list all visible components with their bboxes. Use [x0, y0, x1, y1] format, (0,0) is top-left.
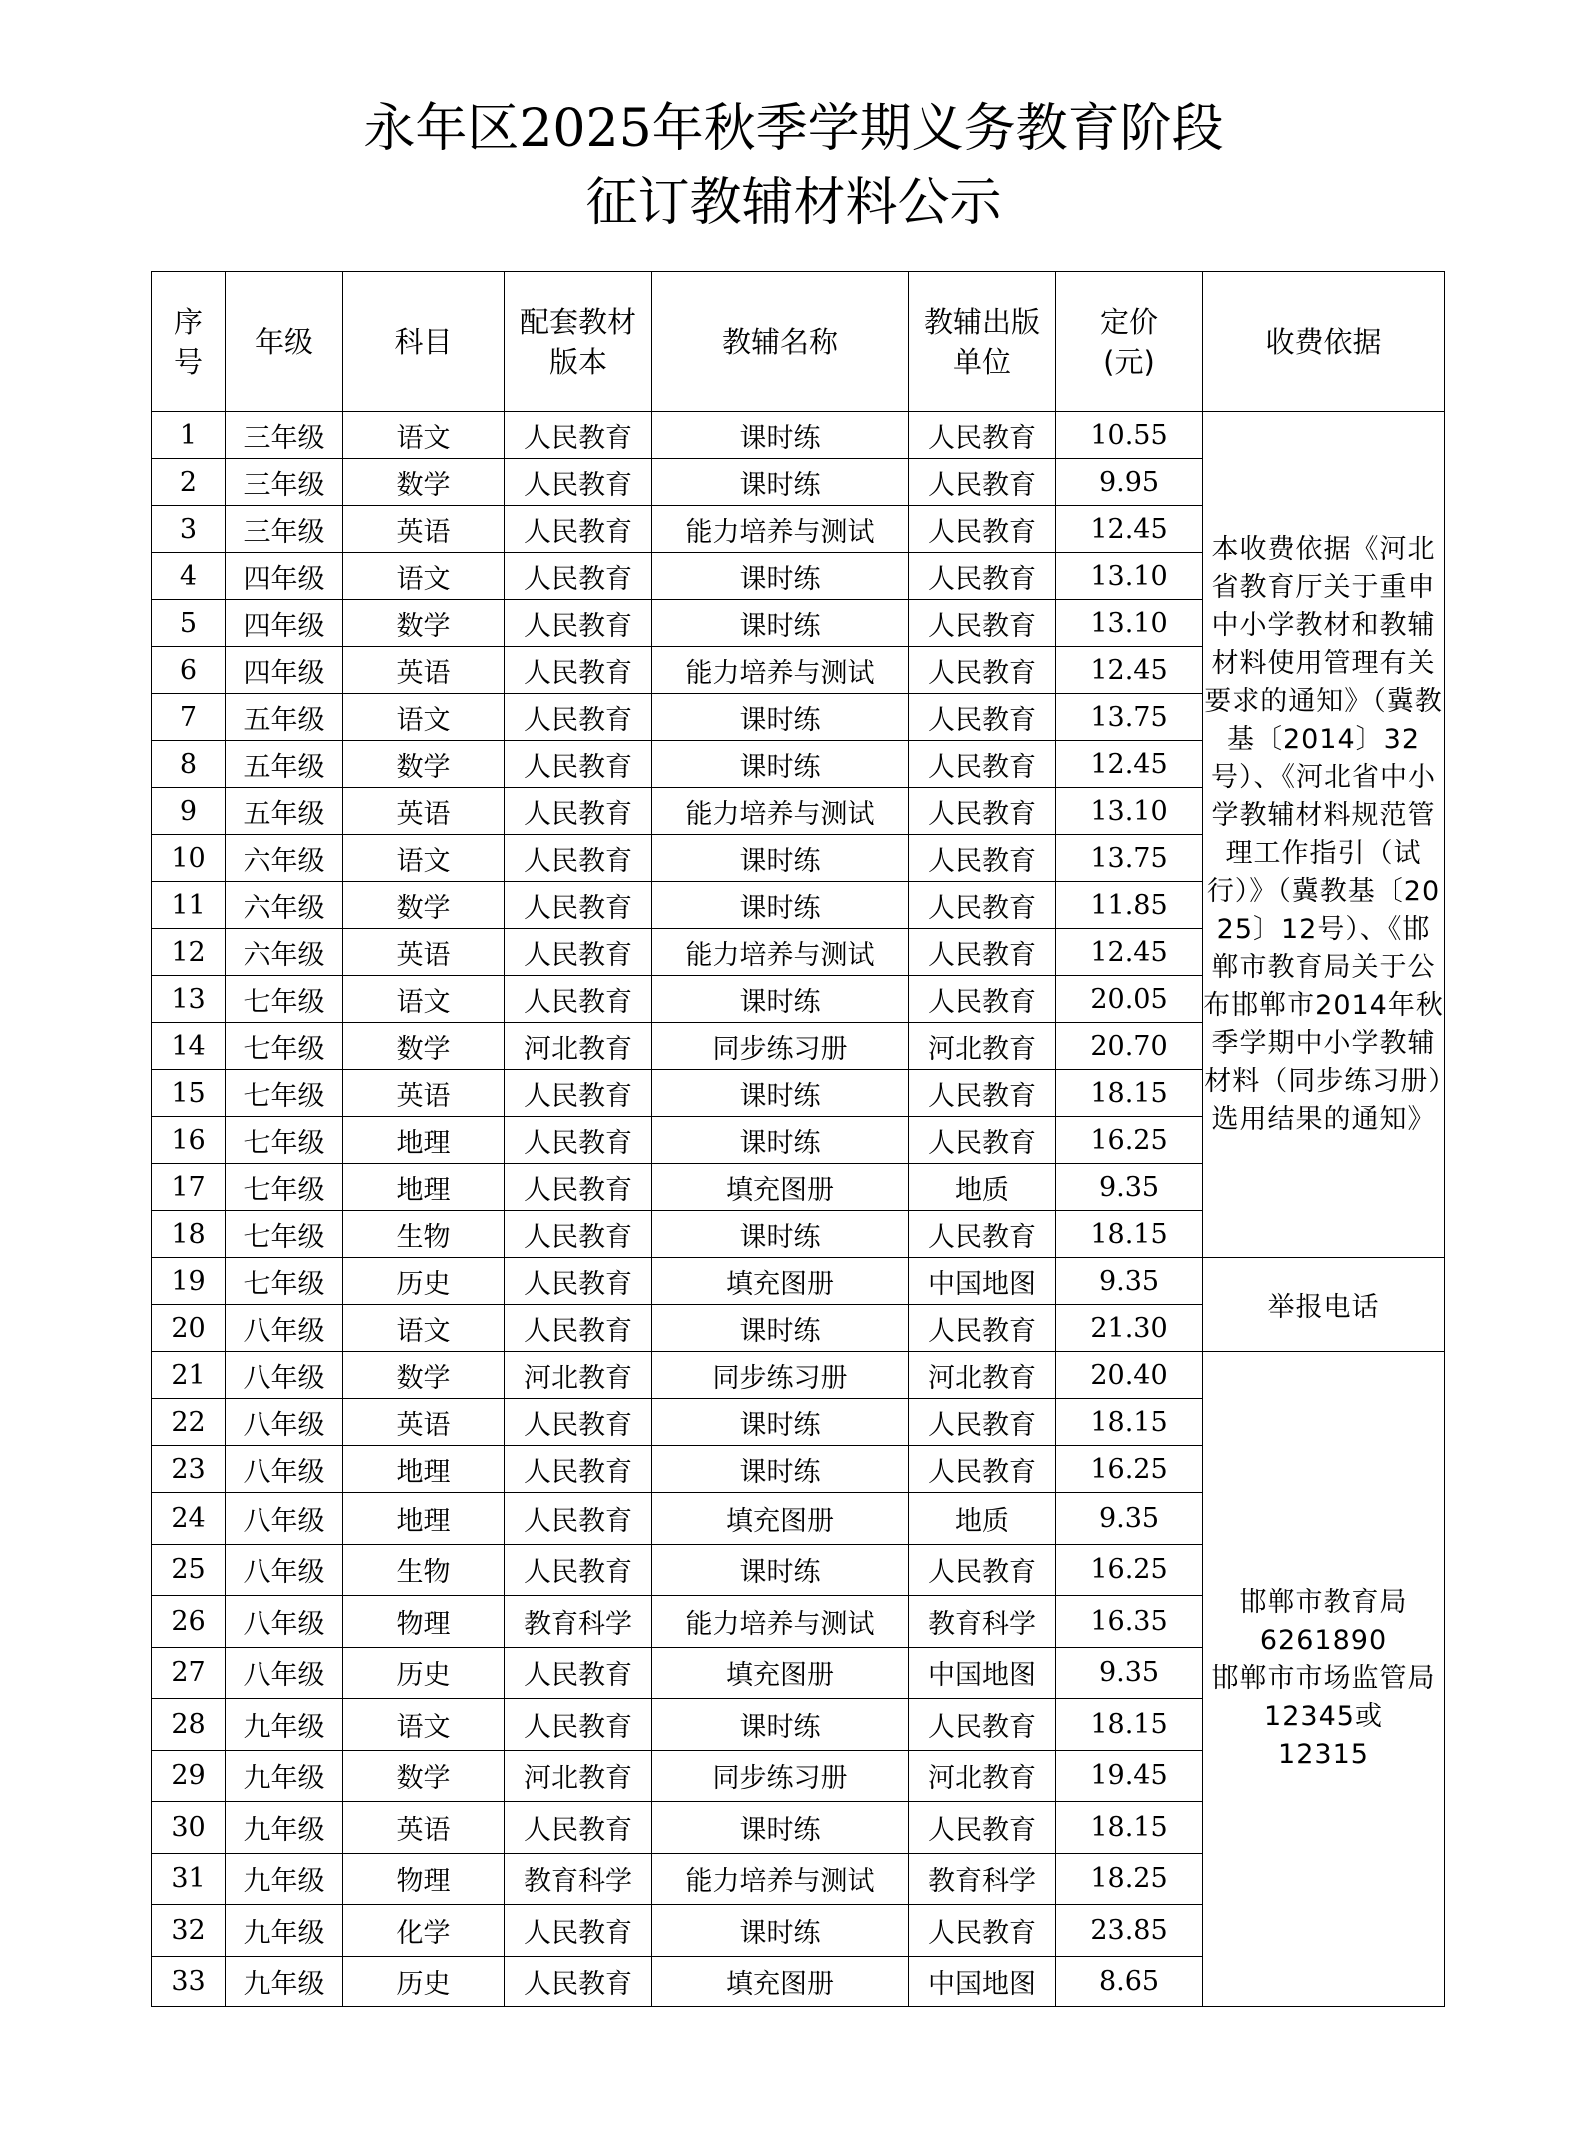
- row-textbook-version: 教育科学: [505, 1853, 652, 1905]
- row-grade: 三年级: [226, 412, 343, 459]
- header-textbook-version: 配套教材版本: [505, 272, 652, 412]
- row-textbook-version: 人民教育: [505, 741, 652, 788]
- row-seq: 29: [152, 1750, 226, 1802]
- row-price: 13.10: [1056, 600, 1203, 647]
- row-subject: 数学: [343, 1352, 505, 1399]
- row-textbook-version: 人民教育: [505, 882, 652, 929]
- row-publisher: 人民教育: [909, 1446, 1056, 1493]
- row-subject: 地理: [343, 1493, 505, 1545]
- row-material-name: 能力培养与测试: [652, 1853, 909, 1905]
- row-grade: 九年级: [226, 1750, 343, 1802]
- row-publisher: 人民教育: [909, 1117, 1056, 1164]
- row-grade: 八年级: [226, 1399, 343, 1446]
- row-textbook-version: 人民教育: [505, 553, 652, 600]
- row-seq: 4: [152, 553, 226, 600]
- row-textbook-version: 人民教育: [505, 694, 652, 741]
- row-textbook-version: 人民教育: [505, 1699, 652, 1751]
- row-textbook-version: 河北教育: [505, 1352, 652, 1399]
- header-row: [152, 272, 1445, 412]
- row-textbook-version: 人民教育: [505, 1164, 652, 1211]
- row-material-name: 填充图册: [652, 1164, 909, 1211]
- row-grade: 七年级: [226, 1258, 343, 1305]
- report-contact-line-1: 邯郸市教育局: [1239, 1586, 1408, 1618]
- row-material-name: 填充图册: [652, 1493, 909, 1545]
- row-publisher: 河北教育: [909, 1750, 1056, 1802]
- row-grade: 七年级: [226, 1023, 343, 1070]
- row-seq: 12: [152, 929, 226, 976]
- row-subject: 数学: [343, 1023, 505, 1070]
- row-textbook-version: 人民教育: [505, 1399, 652, 1446]
- row-textbook-version: 人民教育: [505, 835, 652, 882]
- row-subject: 英语: [343, 1802, 505, 1854]
- row-seq: 13: [152, 976, 226, 1023]
- row-subject: 地理: [343, 1164, 505, 1211]
- row-subject: 物理: [343, 1596, 505, 1648]
- row-subject: 英语: [343, 929, 505, 976]
- row-price: 9.35: [1056, 1493, 1203, 1545]
- row-textbook-version: 人民教育: [505, 1446, 652, 1493]
- row-subject: 语文: [343, 1699, 505, 1751]
- row-publisher: 教育科学: [909, 1853, 1056, 1905]
- row-grade: 七年级: [226, 1117, 343, 1164]
- row-subject: 化学: [343, 1905, 505, 1957]
- row-material-name: 课时练: [652, 694, 909, 741]
- row-price: 11.85: [1056, 882, 1203, 929]
- row-subject: 地理: [343, 1446, 505, 1493]
- row-grade: 五年级: [226, 741, 343, 788]
- row-price: 13.10: [1056, 553, 1203, 600]
- title-line-1: 永年区2025年秋季学期义务教育阶段: [363, 99, 1224, 159]
- row-material-name: 课时练: [652, 1070, 909, 1117]
- row-price: 12.45: [1056, 647, 1203, 694]
- row-grade: 八年级: [226, 1305, 343, 1352]
- row-price: 18.15: [1056, 1802, 1203, 1854]
- row-textbook-version: 教育科学: [505, 1596, 652, 1648]
- row-material-name: 课时练: [652, 553, 909, 600]
- row-material-name: 能力培养与测试: [652, 1596, 909, 1648]
- row-material-name: 课时练: [652, 1905, 909, 1957]
- row-grade: 八年级: [226, 1596, 343, 1648]
- row-textbook-version: 人民教育: [505, 1070, 652, 1117]
- row-material-name: 课时练: [652, 882, 909, 929]
- row-publisher: 人民教育: [909, 412, 1056, 459]
- page-title: [0, 92, 1587, 240]
- row-publisher: 人民教育: [909, 1802, 1056, 1854]
- row-material-name: 填充图册: [652, 1647, 909, 1699]
- row-seq: 11: [152, 882, 226, 929]
- table-row: [152, 412, 1445, 459]
- header-grade: 年级: [226, 272, 343, 412]
- row-textbook-version: 人民教育: [505, 1258, 652, 1305]
- row-grade: 八年级: [226, 1352, 343, 1399]
- row-grade: 四年级: [226, 600, 343, 647]
- row-grade: 六年级: [226, 835, 343, 882]
- row-material-name: 课时练: [652, 835, 909, 882]
- row-seq: 14: [152, 1023, 226, 1070]
- row-textbook-version: 人民教育: [505, 647, 652, 694]
- row-price: 20.40: [1056, 1352, 1203, 1399]
- row-seq: 26: [152, 1596, 226, 1648]
- row-subject: 生物: [343, 1211, 505, 1258]
- title-line-2: 征订教辅材料公示: [585, 173, 1002, 233]
- row-material-name: 能力培养与测试: [652, 647, 909, 694]
- fee-basis-text: 本收费依据《河北省教育厅关于重申中小学教材和教辅材料使用管理有关要求的通知》（冀教基〔2014〕32号）、《河北省中小学教辅材料规范管理工作指引（试行）》（冀教基〔2025〕12号）、《邯郸市教育局关于公布邯郸市2014年秋季学期中小学教辅材料（同步练习册）选用结果的通知》: [1203, 412, 1445, 1258]
- row-publisher: 中国地图: [909, 1258, 1056, 1305]
- row-grade: 六年级: [226, 882, 343, 929]
- row-material-name: 同步练习册: [652, 1023, 909, 1070]
- row-grade: 四年级: [226, 553, 343, 600]
- row-publisher: 人民教育: [909, 1399, 1056, 1446]
- row-subject: 数学: [343, 600, 505, 647]
- row-grade: 四年级: [226, 647, 343, 694]
- row-subject: 历史: [343, 1647, 505, 1699]
- row-grade: 七年级: [226, 1211, 343, 1258]
- row-seq: 21: [152, 1352, 226, 1399]
- row-seq: 28: [152, 1699, 226, 1751]
- row-material-name: 同步练习册: [652, 1750, 909, 1802]
- row-textbook-version: 人民教育: [505, 929, 652, 976]
- row-publisher: 人民教育: [909, 976, 1056, 1023]
- row-subject: 语文: [343, 553, 505, 600]
- row-price: 13.75: [1056, 694, 1203, 741]
- row-publisher: 人民教育: [909, 1699, 1056, 1751]
- row-material-name: 课时练: [652, 1802, 909, 1854]
- row-seq: 18: [152, 1211, 226, 1258]
- row-grade: 五年级: [226, 694, 343, 741]
- row-price: 18.15: [1056, 1399, 1203, 1446]
- report-contact-line-3: 邯郸市市场监管局12345或: [1211, 1662, 1436, 1732]
- row-material-name: 填充图册: [652, 1258, 909, 1305]
- row-price: 18.15: [1056, 1070, 1203, 1117]
- row-publisher: 河北教育: [909, 1023, 1056, 1070]
- row-publisher: 人民教育: [909, 694, 1056, 741]
- row-publisher: 人民教育: [909, 506, 1056, 553]
- row-seq: 31: [152, 1853, 226, 1905]
- row-price: 16.25: [1056, 1544, 1203, 1596]
- row-seq: 3: [152, 506, 226, 553]
- table-row: [152, 1352, 1445, 1399]
- row-subject: 英语: [343, 647, 505, 694]
- row-grade: 八年级: [226, 1647, 343, 1699]
- report-phone-label: 举报电话: [1203, 1258, 1445, 1352]
- row-grade: 八年级: [226, 1493, 343, 1545]
- row-subject: 语文: [343, 412, 505, 459]
- row-subject: 物理: [343, 1853, 505, 1905]
- row-grade: 三年级: [226, 459, 343, 506]
- row-material-name: 课时练: [652, 1305, 909, 1352]
- row-seq: 6: [152, 647, 226, 694]
- row-grade: 九年级: [226, 1853, 343, 1905]
- row-seq: 19: [152, 1258, 226, 1305]
- row-material-name: 课时练: [652, 412, 909, 459]
- row-price: 12.45: [1056, 506, 1203, 553]
- row-price: 18.25: [1056, 1853, 1203, 1905]
- row-seq: 24: [152, 1493, 226, 1545]
- row-textbook-version: 河北教育: [505, 1750, 652, 1802]
- report-contact-line-4: 12315: [1278, 1738, 1369, 1770]
- row-seq: 32: [152, 1905, 226, 1957]
- row-textbook-version: 人民教育: [505, 506, 652, 553]
- row-material-name: 能力培养与测试: [652, 929, 909, 976]
- row-price: 9.35: [1056, 1164, 1203, 1211]
- row-seq: 23: [152, 1446, 226, 1493]
- row-textbook-version: 人民教育: [505, 459, 652, 506]
- row-textbook-version: 人民教育: [505, 1305, 652, 1352]
- row-seq: 10: [152, 835, 226, 882]
- row-grade: 八年级: [226, 1544, 343, 1596]
- row-publisher: 教育科学: [909, 1596, 1056, 1648]
- row-price: 21.30: [1056, 1305, 1203, 1352]
- row-publisher: 地质: [909, 1164, 1056, 1211]
- row-seq: 20: [152, 1305, 226, 1352]
- row-seq: 17: [152, 1164, 226, 1211]
- row-material-name: 课时练: [652, 1117, 909, 1164]
- header-publisher: 教辅出版单位: [909, 272, 1056, 412]
- row-textbook-version: 人民教育: [505, 1647, 652, 1699]
- row-subject: 历史: [343, 1258, 505, 1305]
- row-grade: 五年级: [226, 788, 343, 835]
- row-subject: 数学: [343, 459, 505, 506]
- row-price: 12.45: [1056, 741, 1203, 788]
- header-seq: 序号: [152, 272, 226, 412]
- row-seq: 8: [152, 741, 226, 788]
- row-publisher: 中国地图: [909, 1647, 1056, 1699]
- row-price: 16.25: [1056, 1117, 1203, 1164]
- row-publisher: 人民教育: [909, 929, 1056, 976]
- row-subject: 英语: [343, 1399, 505, 1446]
- row-textbook-version: 人民教育: [505, 976, 652, 1023]
- row-price: 18.15: [1056, 1211, 1203, 1258]
- row-publisher: 河北教育: [909, 1352, 1056, 1399]
- materials-table: [151, 271, 1445, 2007]
- row-grade: 六年级: [226, 929, 343, 976]
- row-price: 13.75: [1056, 835, 1203, 882]
- header-fee-basis: 收费依据: [1203, 272, 1445, 412]
- row-material-name: 课时练: [652, 600, 909, 647]
- row-price: 19.45: [1056, 1750, 1203, 1802]
- row-publisher: 人民教育: [909, 647, 1056, 694]
- row-textbook-version: 人民教育: [505, 1211, 652, 1258]
- row-material-name: 课时练: [652, 1544, 909, 1596]
- row-publisher: 人民教育: [909, 1211, 1056, 1258]
- row-subject: 语文: [343, 1305, 505, 1352]
- row-textbook-version: 人民教育: [505, 1905, 652, 1957]
- row-subject: 数学: [343, 741, 505, 788]
- row-publisher: 人民教育: [909, 600, 1056, 647]
- row-textbook-version: 人民教育: [505, 1117, 652, 1164]
- row-grade: 八年级: [226, 1446, 343, 1493]
- row-textbook-version: 人民教育: [505, 1493, 652, 1545]
- row-material-name: 课时练: [652, 1399, 909, 1446]
- row-subject: 数学: [343, 1750, 505, 1802]
- row-textbook-version: 人民教育: [505, 1802, 652, 1854]
- row-textbook-version: 人民教育: [505, 788, 652, 835]
- table-row: [152, 1258, 1445, 1305]
- row-textbook-version: 人民教育: [505, 1956, 652, 2006]
- report-contact-line-2: 6261890: [1259, 1624, 1388, 1656]
- row-material-name: 课时练: [652, 1446, 909, 1493]
- row-grade: 九年级: [226, 1905, 343, 1957]
- row-price: 20.05: [1056, 976, 1203, 1023]
- row-seq: 15: [152, 1070, 226, 1117]
- row-price: 23.85: [1056, 1905, 1203, 1957]
- row-seq: 7: [152, 694, 226, 741]
- row-publisher: 人民教育: [909, 1905, 1056, 1957]
- row-grade: 九年级: [226, 1802, 343, 1854]
- row-material-name: 课时练: [652, 1699, 909, 1751]
- row-seq: 5: [152, 600, 226, 647]
- row-seq: 16: [152, 1117, 226, 1164]
- row-seq: 9: [152, 788, 226, 835]
- row-material-name: 课时练: [652, 976, 909, 1023]
- row-publisher: 人民教育: [909, 553, 1056, 600]
- row-price: 9.95: [1056, 459, 1203, 506]
- row-grade: 七年级: [226, 1070, 343, 1117]
- row-subject: 地理: [343, 1117, 505, 1164]
- row-price: 20.70: [1056, 1023, 1203, 1070]
- row-publisher: 人民教育: [909, 788, 1056, 835]
- row-subject: 历史: [343, 1956, 505, 2006]
- header-material-name: 教辅名称: [652, 272, 909, 412]
- row-price: 9.35: [1056, 1258, 1203, 1305]
- row-subject: 语文: [343, 976, 505, 1023]
- row-textbook-version: 河北教育: [505, 1023, 652, 1070]
- row-grade: 三年级: [226, 506, 343, 553]
- row-publisher: 人民教育: [909, 459, 1056, 506]
- row-textbook-version: 人民教育: [505, 412, 652, 459]
- report-contacts: [1203, 1352, 1445, 2007]
- row-subject: 数学: [343, 882, 505, 929]
- row-price: 12.45: [1056, 929, 1203, 976]
- row-publisher: 地质: [909, 1493, 1056, 1545]
- header-subject: 科目: [343, 272, 505, 412]
- row-grade: 七年级: [226, 1164, 343, 1211]
- row-seq: 30: [152, 1802, 226, 1854]
- row-grade: 七年级: [226, 976, 343, 1023]
- row-publisher: 人民教育: [909, 1544, 1056, 1596]
- row-seq: 1: [152, 412, 226, 459]
- row-seq: 33: [152, 1956, 226, 2006]
- row-grade: 九年级: [226, 1956, 343, 2006]
- row-material-name: 能力培养与测试: [652, 788, 909, 835]
- row-price: 18.15: [1056, 1699, 1203, 1751]
- row-subject: 语文: [343, 835, 505, 882]
- row-material-name: 课时练: [652, 1211, 909, 1258]
- row-subject: 英语: [343, 788, 505, 835]
- row-subject: 英语: [343, 506, 505, 553]
- row-material-name: 课时练: [652, 741, 909, 788]
- row-publisher: 人民教育: [909, 1070, 1056, 1117]
- row-seq: 25: [152, 1544, 226, 1596]
- row-textbook-version: 人民教育: [505, 1544, 652, 1596]
- row-price: 9.35: [1056, 1647, 1203, 1699]
- row-textbook-version: 人民教育: [505, 600, 652, 647]
- row-material-name: 同步练习册: [652, 1352, 909, 1399]
- row-publisher: 人民教育: [909, 741, 1056, 788]
- row-price: 8.65: [1056, 1956, 1203, 2006]
- row-subject: 英语: [343, 1070, 505, 1117]
- row-price: 10.55: [1056, 412, 1203, 459]
- row-material-name: 课时练: [652, 459, 909, 506]
- row-subject: 语文: [343, 694, 505, 741]
- row-material-name: 填充图册: [652, 1956, 909, 2006]
- row-publisher: 中国地图: [909, 1956, 1056, 2006]
- row-seq: 27: [152, 1647, 226, 1699]
- row-subject: 生物: [343, 1544, 505, 1596]
- row-price: 16.25: [1056, 1446, 1203, 1493]
- row-publisher: 人民教育: [909, 835, 1056, 882]
- row-price: 16.35: [1056, 1596, 1203, 1648]
- row-grade: 九年级: [226, 1699, 343, 1751]
- row-seq: 22: [152, 1399, 226, 1446]
- row-material-name: 能力培养与测试: [652, 506, 909, 553]
- row-publisher: 人民教育: [909, 1305, 1056, 1352]
- row-price: 13.10: [1056, 788, 1203, 835]
- row-publisher: 人民教育: [909, 882, 1056, 929]
- row-seq: 2: [152, 459, 226, 506]
- header-price: 定价(元): [1056, 272, 1203, 412]
